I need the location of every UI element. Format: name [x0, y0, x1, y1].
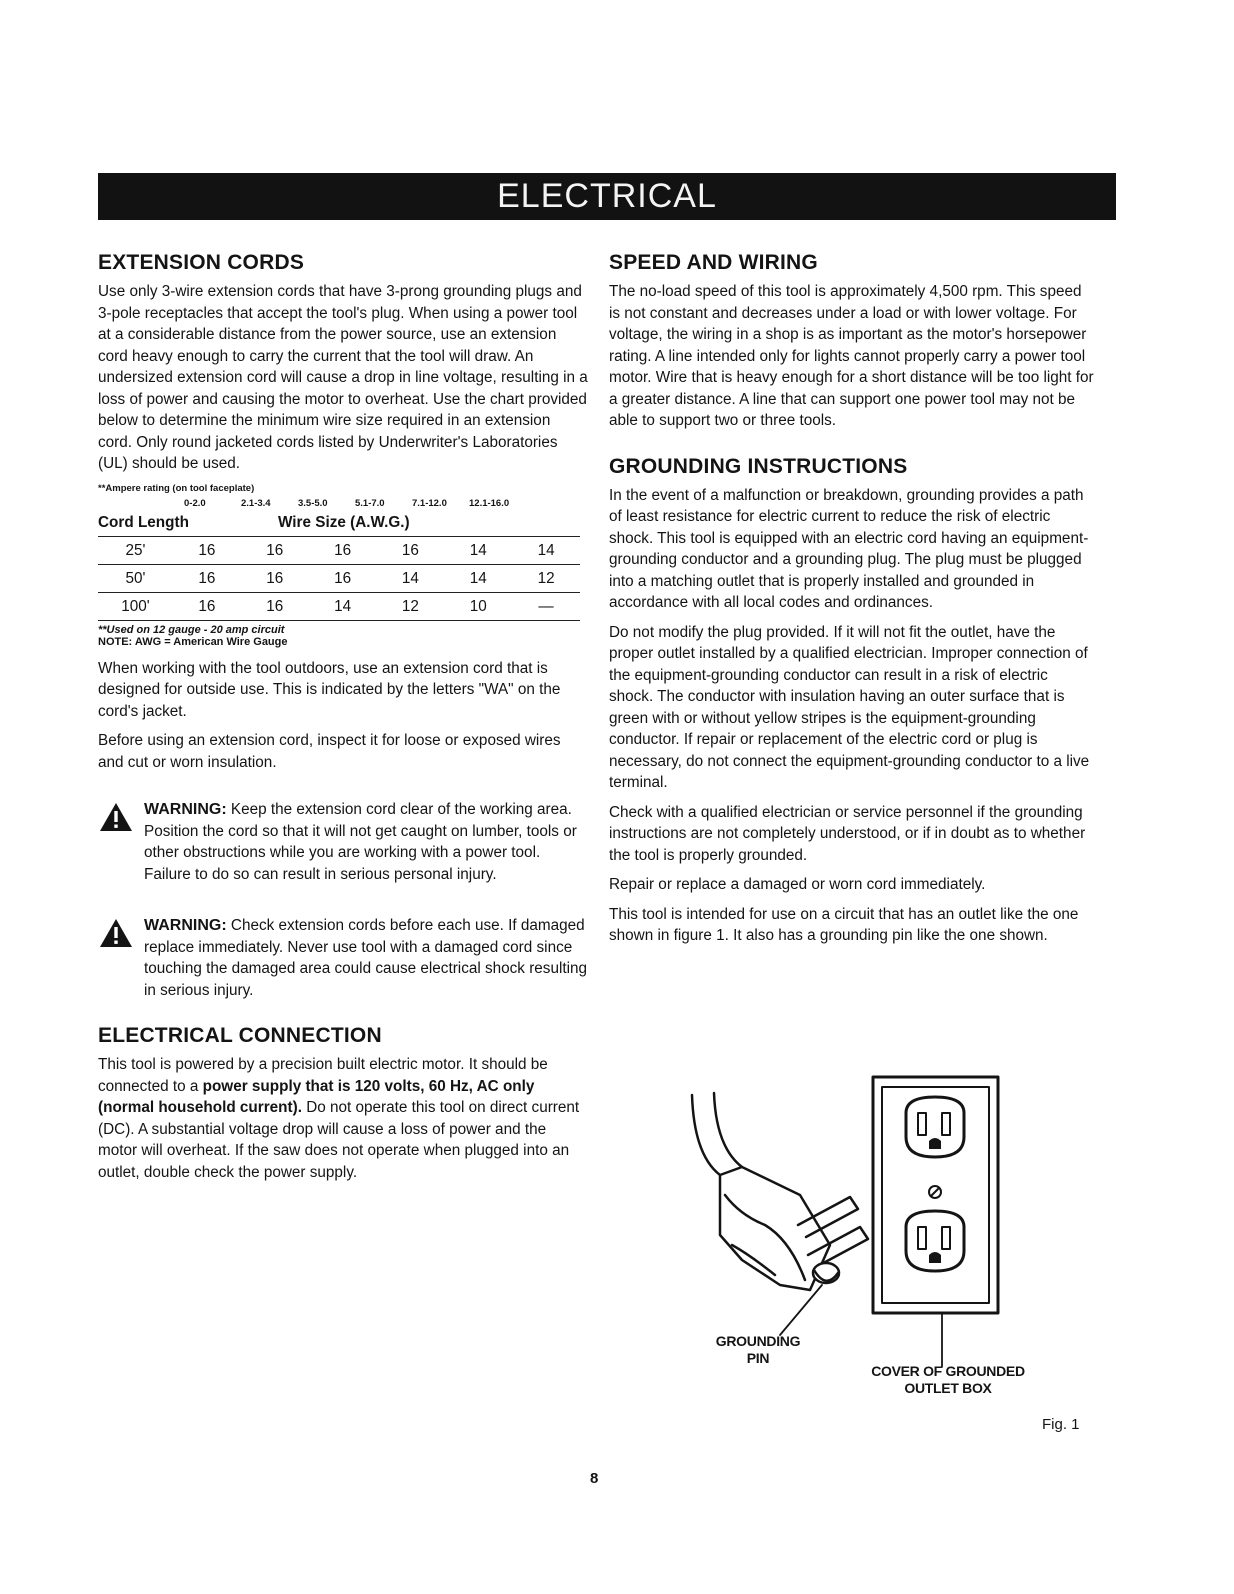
wire-size-cell: 16 — [173, 564, 241, 592]
wire-size-cell: 16 — [309, 564, 377, 592]
cord-length-header: Cord Length — [98, 513, 189, 531]
warning-body: Check extension cords before each use. If damaged replace immediately. Never use tool with a damaged cord since touching the damaged area could cause electrical shock resulting in serious injury. — [144, 917, 588, 999]
outlet-cover-label — [858, 1363, 1038, 1397]
wire-table-header — [98, 514, 588, 532]
table-row — [98, 536, 580, 564]
warning-triangle-icon — [98, 915, 144, 1001]
extension-cords-heading: EXTENSION CORDS — [98, 251, 305, 274]
warning-label: WARNING: — [144, 801, 227, 818]
extension-cords-paragraph: Use only 3-wire extension cords that have 3-prong grounding plugs and 3-pole receptacles that accept the tool's plug. When using a power tool at a considerable distance from the power source, use an extension cord heavy enough to carry the current that the tool will draw. An undersized extension cord will cause a drop in line voltage, resulting in a loss of power and causing the motor to overheat. Use the chart provided below to determine the minimum wire size required in an extension cord. Only round jacketed cords listed by Underwriter's Laboratories (UL) should be used. — [98, 283, 588, 472]
ampere-range: 3.5-5.0 — [298, 497, 328, 509]
warning-block-2 — [98, 915, 588, 1001]
outlet-cover-label-line2: OUTLET BOX — [904, 1380, 992, 1396]
outlet-cover-label-line1: COVER OF GROUNDED — [871, 1363, 1025, 1379]
warning-body: Keep the extension cord clear of the working area. Position the cord so that it will not get caught on lumber, tools or other obstructions while you are working with a power tool. Failure to do so can result in serious personal injury. — [144, 801, 577, 883]
wire-size-cell: 16 — [173, 592, 241, 620]
speed-wiring-paragraph: The no-load speed of this tool is approximately 4,500 rpm. This speed is not constant and decreases under a load or with lower voltage. For voltage, the wiring in a shop is as important as the motor's horsepower rating. A line intended only for lights cannot properly carry a power tool motor. Wire that is heavy enough for a short distance will be too light for a greater distance. A line that can support one power tool may not be able to support two or three tools. — [609, 283, 1094, 429]
ampere-range: 2.1-3.4 — [241, 497, 271, 509]
table-footnote-circuit: **Used on 12 gauge - 20 amp circuit — [98, 623, 285, 636]
grounding-pin-label-line1: GROUNDING — [715, 1333, 801, 1349]
grounding-pin-label — [698, 1333, 818, 1367]
table-row — [98, 592, 580, 620]
wire-size-cell: 16 — [376, 536, 444, 564]
warning-label: WARNING: — [144, 917, 227, 934]
right-column — [609, 250, 1094, 955]
ampere-range: 5.1-7.0 — [355, 497, 385, 509]
electrical-connection-paragraph — [98, 1054, 588, 1183]
left-column — [98, 250, 588, 1191]
speed-wiring-heading: SPEED AND WIRING — [609, 251, 818, 274]
grounding-paragraph-5: This tool is intended for use on a circuit that has an outlet like the one shown in figure 1. It also has a grounding pin like the one shown. — [609, 905, 1079, 944]
cord-length-cell: 25' — [98, 536, 173, 564]
outdoor-use-paragraph: When working with the tool outdoors, use an extension cord that is designed for outside use. This is indicated by the letters "WA" on the cord's jacket. — [98, 659, 561, 720]
grounding-paragraph-4: Repair or replace a damaged or worn cord immediately. — [609, 876, 986, 893]
section-banner: ELECTRICAL — [98, 173, 1116, 220]
ampere-ranges — [98, 498, 588, 509]
connection-text-start: This tool is powered by a precision built electric motor. It should be connected to a — [98, 1056, 548, 1095]
inspect-cord-paragraph: Before using an extension cord, inspect it for loose or exposed wires and cut or worn insulation. — [98, 732, 561, 771]
wire-size-cell: 12 — [512, 564, 580, 592]
wire-size-cell: 14 — [444, 564, 512, 592]
warning-text-1 — [144, 799, 588, 885]
electrical-connection-heading: ELECTRICAL CONNECTION — [98, 1024, 382, 1047]
wire-size-header: Wire Size (A.W.G.) — [278, 513, 410, 531]
wire-size-cell: 14 — [444, 536, 512, 564]
wire-size-cell: 14 — [309, 592, 377, 620]
warning-triangle-icon — [98, 799, 144, 885]
figure-number: Fig. 1 — [1042, 1416, 1080, 1433]
grounding-heading: GROUNDING INSTRUCTIONS — [609, 454, 908, 478]
grounding-pin-label-line2: PIN — [746, 1350, 770, 1366]
cord-length-cell: 50' — [98, 564, 173, 592]
grounded-outlet-figure — [680, 1075, 1100, 1415]
ampere-range: 0-2.0 — [184, 497, 206, 509]
grounding-paragraph-3: Check with a qualified electrician or service personnel if the grounding instructions are not completely understood, or if in doubt as to whether the tool is properly grounded. — [609, 803, 1086, 864]
warning-text-2 — [144, 915, 588, 1001]
page-number: 8 — [590, 1470, 599, 1487]
table-row — [98, 564, 580, 592]
wire-size-cell: 16 — [241, 592, 309, 620]
wire-size-cell: 12 — [376, 592, 444, 620]
ampere-range: 7.1-12.0 — [412, 497, 447, 509]
wire-size-cell: 10 — [444, 592, 512, 620]
warning-block-1 — [98, 799, 588, 885]
wire-size-table — [98, 536, 580, 621]
wire-size-cell: — — [512, 592, 580, 620]
wire-size-cell: 16 — [309, 536, 377, 564]
grounding-paragraph-1: In the event of a malfunction or breakdown, grounding provides a path of least resistance for electric current to reduce the risk of electric shock. This tool is equipped with an electric cord having an equipment-grounding conductor and a grounding plug. The plug must be plugged into a matching outlet that is properly installed and grounded in accordance with all local codes and ordinances. — [609, 486, 1089, 611]
grounding-paragraph-2: Do not modify the plug provided. If it will not fit the outlet, have the proper outlet installed by a qualified electrician. Improper connection of the equipment-grounding conductor can result in a risk of electric shock. The conductor with insulation having an outer surface that is green with or without yellow stripes is the equipment-grounding conductor. If repair or replacement of the electric cord or plug is necessary, do not connect the equipment-grounding conductor to a live terminal. — [609, 623, 1090, 791]
ampere-rating-note: **Ampere rating (on tool faceplate) — [98, 482, 255, 494]
wire-size-cell: 14 — [512, 536, 580, 564]
ampere-range: 12.1-16.0 — [469, 497, 510, 509]
cord-length-cell: 100' — [98, 592, 173, 620]
wire-size-cell: 16 — [173, 536, 241, 564]
connection-text-end: Do not operate this tool on direct current (DC). A substantial voltage drop will cause a loss of power and the motor will overheat. If the saw does not operate when plugged into an outlet, double check the power supply. — [98, 1099, 580, 1181]
table-footnote-awg: NOTE: AWG = American Wire Gauge — [98, 635, 288, 648]
wire-size-cell: 14 — [376, 564, 444, 592]
wire-size-cell: 16 — [241, 564, 309, 592]
power-supply-spec: power supply that is 120 volts, 60 Hz, AC only (normal household current). — [98, 1077, 535, 1116]
wire-size-cell: 16 — [241, 536, 309, 564]
